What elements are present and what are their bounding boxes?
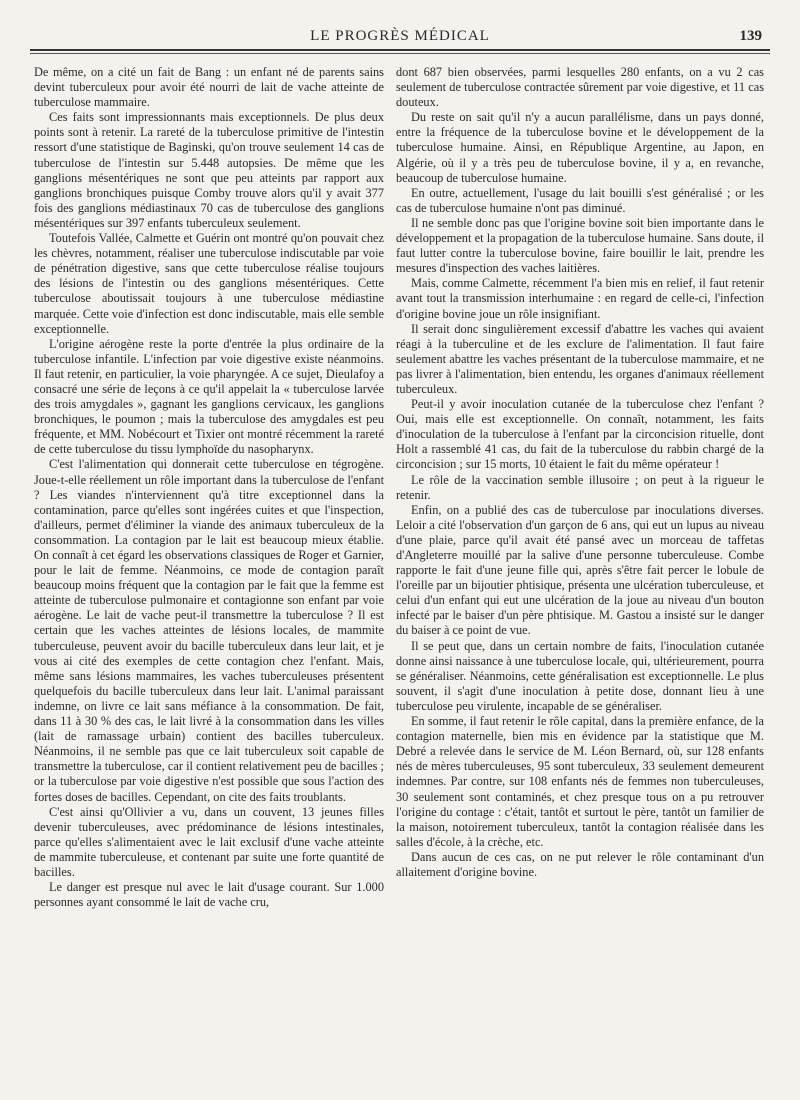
paragraph: Il serait donc singulièrement excessif d'abattre les vaches qui avaient réagi à la tuberculine et de les exclure de l'alimentation. Il faut faire seulement abattre les vaches présentant de la tuberculose mammaire, et ne pas livrer à l'alimentation, bien entendu, les organes d'animaux réellement tuberculeux.	[396, 321, 764, 396]
page-number: 139	[739, 28, 762, 44]
paragraph: Mais, comme Calmette, récemment l'a bien mis en relief, il faut retenir avant tout la transmission interhumaine : en regard de celle-ci, l'infection d'origine bovine joue un rôle insignifiant.	[396, 276, 764, 321]
paragraph: Toutefois Vallée, Calmette et Guérin ont montré qu'on pouvait chez les chèvres, notamment, réaliser une tuberculose indiscutable par voie de pénétration digestive, sans que cette tuberculose réalise toujours des lésions de l'intestin ou des ganglions mésentériques. Cette tuberculose aboutissait toujours à une tuberculose médiastine marquée. Cette voie d'infection est donc indiscutable, mais elle semble exceptionnelle.	[34, 231, 384, 336]
paragraph: C'est l'alimentation qui donnerait cette tuberculose en tégrogène. Joue-t-elle réellement un rôle important dans la tuberculose de l'enfant ? Les viandes n'interviennent qu'à titre exceptionnel dans la contamination, parce qu'elles sont ingérées cuites et que l'inspection, d'ailleurs, permet d'éliminer la viande des animaux tuberculeux de la consommation. La contagion par le lait est beaucoup mieux établie. On connaît à cet égard les observations classiques de Roger et Garnier, pour le lait de femme. Néanmoins, ce mode de contagion paraît beaucoup moins fréquent que la contagion par le fait que la femme est atteinte de tuberculose pulmonaire et contagionne son enfant par voie aérogène. Le lait de vache peut-il transmettre la tuberculose ? Il est certain que les vaches atteintes de lésions locales, de mammite tuberculeuse, peuvent avoir du bacille tuberculeux dans leur lait, et je vous ai cité des exemples de cette contagion chez l'enfant. Mais, même sans lésions mammaires, les vaches tuberculeuses présentent quelquefois du bacille tuberculeux dans leur lait. L'animal paraissant indemne, on livre ce lait sans méfiance à la consommation. De fait, dans 11 à 30 % des cas, le lait livré à la consommation dans les villes (lait de ramassage urbain) contient des bacilles tuberculeux. Néanmoins, il ne semble pas que ce lait tuberculeux soit capable de transmettre la tuberculose, car il contient relativement peu de bacilles ; or la tuberculose par voie digestive n'est possible que sous l'action des fortes doses de bacilles. Cependant, on cite des faits troublants.	[34, 457, 384, 804]
paragraph: dont 687 bien observées, parmi lesquelles 280 enfants, on a vu 2 cas seulement de tuberculose contractée sûrement par voie digestive, et 11 cas douteux.	[396, 65, 764, 110]
paragraph: Le rôle de la vaccination semble illusoire ; on peut à la rigueur le retenir.	[396, 472, 764, 502]
paragraph: Du reste on sait qu'il n'y a aucun parallélisme, dans un pays donné, entre la fréquence de la tuberculose bovine et le développement de la tuberculose humaine. Ainsi, en République Argentine, au Japon, en Algérie, où il y a très peu de tuberculose bovine, il y a, en revanche, beaucoup de tuberculose humaine.	[396, 110, 764, 185]
paragraph: Dans aucun de ces cas, on ne put relever le rôle contaminant d'un allaitement d'origine bovine.	[396, 849, 764, 879]
paragraph: En somme, il faut retenir le rôle capital, dans la première enfance, de la contagion maternelle, bien mis en évidence par la statistique que M. Debré a relevée dans le service de M. Léon Bernard, où, sur 128 enfants nés de mères tuberculeuses, 95 sont tuberculeux, 33 seulement demeurent indemnes. Par contre, sur 108 enfants nés de femmes non tuberculeuses, 30 seulement sont contaminés, et chez presque tous on a pu retrouver l'origine du contage : c'était, tantôt et surtout le père, tantôt un familier de la maison, notoirement tuberculeux, tantôt la contagion réalisée dans les salles d'école, à la crèche, etc.	[396, 714, 764, 849]
right-column	[396, 65, 764, 1090]
paragraph: L'origine aérogène reste la porte d'entrée la plus ordinaire de la tuberculose infantile. L'infection par voie digestive existe néanmoins. Il faut retenir, en particulier, la voie pharyngée. A ce sujet, Dieulafoy a consacré une série de leçons à ce qu'il appelait la « tuberculose larvée des trois amygdales », gagnant les ganglions cervicaux, les ganglions bronchiques, le poumon ; mais la tuberculose des amygdales est peu fréquente, et MM. Nobécourt et Tixier ont montré récemment la rareté de cette tuberculose du tissu lymphoïde du nasopharynx.	[34, 336, 384, 457]
paragraph: Il se peut que, dans un certain nombre de faits, l'inoculation cutanée donne ainsi naissance à une tuberculose locale, qui, ultérieurement, pourra se généraliser. Néanmoins, cette généralisation est exceptionnelle. Le plus souvent, il s'agit d'une inoculation à petite dose, donnant lieu à une tuberculose peu virulente, incapable de se généraliser.	[396, 638, 764, 713]
paragraph: De même, on a cité un fait de Bang : un enfant né de parents sains devint tuberculeux pour avoir été nourri de lait de vache atteinte de tuberculose mammaire.	[34, 65, 384, 110]
paragraph: Ces faits sont impressionnants mais exceptionnels. De plus deux points sont à retenir. La rareté de la tuberculose primitive de l'intestin ressort d'une statistique de Baginski, qu'on trouve seulement 14 cas de tuberculose de l'intestin sur 5.448 autopsies. De même que les ganglions mésentériques ne sont que peu atteints par rapport aux ganglions bronchiques puisque Comby trouve alors qu'il y avait 377 fois des ganglions médiastinaux 70 cas de tuberculose des ganglions mésentériques sur 397 enfants tuberculeux seulement.	[34, 110, 384, 230]
paragraph: Il ne semble donc pas que l'origine bovine soit bien importante dans le développement et la propagation de la tuberculose humaine. Sans doute, il faut lutter contre la tuberculose bovine, faire bouillir le lait, prendre les mesures d'inspection des vaches laitières.	[396, 215, 764, 276]
paragraph: Peut-il y avoir inoculation cutanée de la tuberculose chez l'enfant ? Oui, mais elle est exceptionnelle. On connaît, notamment, les faits d'inoculation de la tuberculose à l'enfant par la circoncision rituelle, dont Holt a rassemblé 41 cas, du fait de la tuberculose du rabbin chargé de la circoncision ; sur 15 morts, 10 étaient le fait du même opérateur !	[396, 397, 764, 472]
header-rule-thin	[30, 53, 770, 54]
left-column	[34, 65, 384, 1090]
paragraph: Enfin, on a publié des cas de tuberculose par inoculations diverses. Leloir a cité l'observation d'un garçon de 6 ans, qui eut un lupus au niveau d'une plaie, parce qu'il avait été pansé avec un morceau de taffetas d'Angleterre mouillé par la salive d'une personne tuberculeuse. Combe rapporte le fait d'une jeune fille qui, après s'être fait percer le lobule de l'oreille par un bijoutier phtisique, présenta une ulcération tuberculeuse, et celui d'un enfant qui eut une ulcération de la joue au niveau d'un bouton infecté par le baiser d'un père phtisique. M. Gastou a insisté sur le danger du baiser à ce point de vue.	[396, 502, 764, 638]
running-title: LE PROGRÈS MÉDICAL	[310, 28, 490, 44]
paragraph: Le danger est presque nul avec le lait d'usage courant. Sur 1.000 personnes ayant consommé le lait de vache cru,	[34, 880, 384, 910]
paragraph: En outre, actuellement, l'usage du lait bouilli s'est généralisé ; or les cas de tuberculose humaine n'ont pas diminué.	[396, 185, 764, 215]
header-rule	[30, 49, 770, 51]
page-header	[30, 28, 770, 48]
paragraph: C'est ainsi qu'Ollivier a vu, dans un couvent, 13 jeunes filles devenir tuberculeuses, avec prédominance de lésions intestinales, parce qu'elles s'alimentaient avec le lait exclusif d'une vache atteinte de mammite tuberculeuse, et contenant par suite une forte quantité de bacilles.	[34, 804, 384, 879]
